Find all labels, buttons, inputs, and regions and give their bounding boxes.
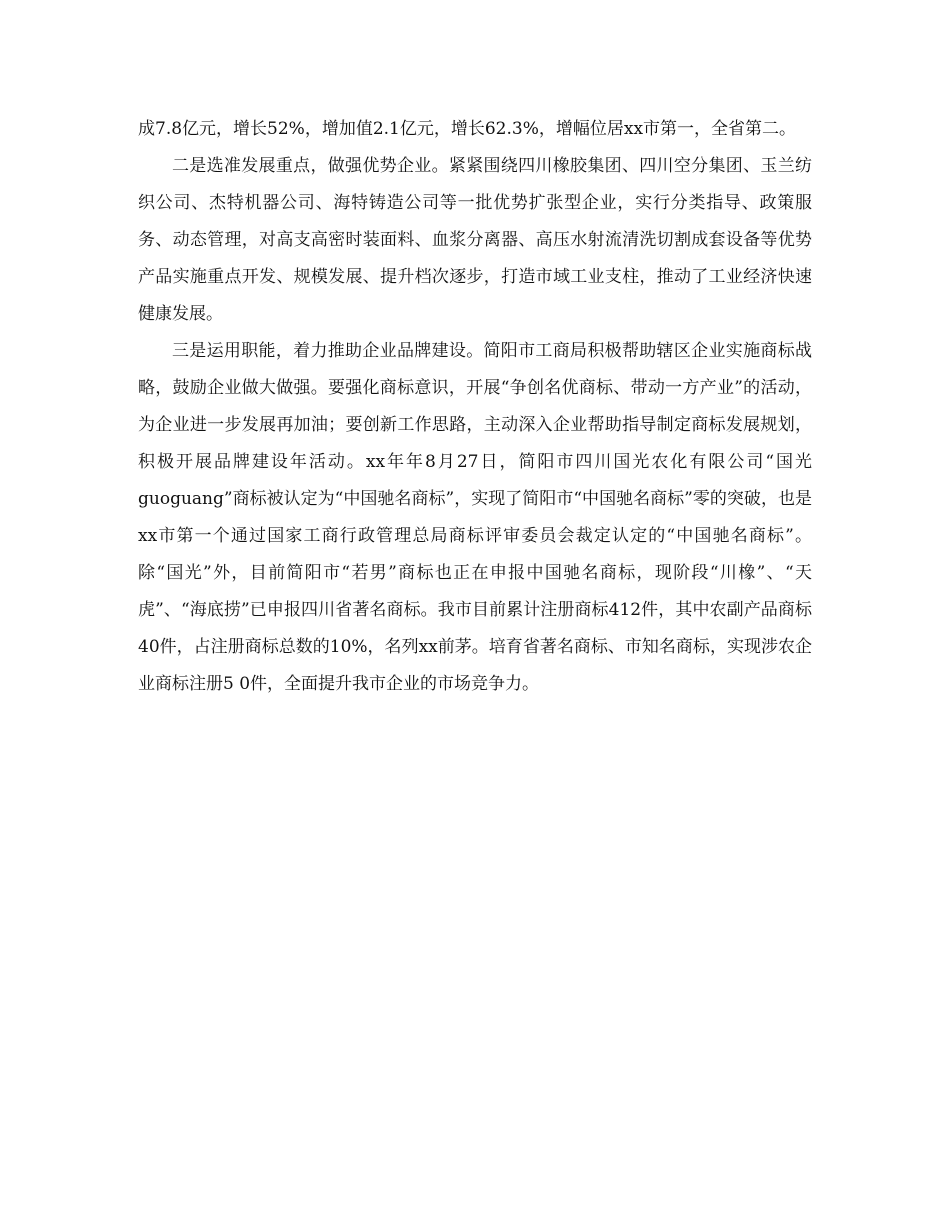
paragraph-continuation: 成7.8亿元，增长52%，增加值2.1亿元，增长62.3%，增幅位居xx市第一，全省第二。 <box>138 119 797 139</box>
paragraph-key-enterprises: 二是选准发展重点，做强优势企业。紧紧围绕四川橡胶集团、四川空分集团、玉兰纺织公司、杰特机器公司、海特铸造公司等一批优势扩张型企业，实行分类指导、政策服务、动态管理，对高支高密时装面料、血浆分离器、高压水射流清洗切割成套设备等优势产品实施重点开发、规模发展、提升档次逐步，打造市域工业支柱，推动了工业经济快速健康发展。 <box>138 156 812 324</box>
paragraph-brand-building: 三是运用职能，着力推助企业品牌建设。简阳市工商局积极帮助辖区企业实施商标战略，鼓励企业做大做强。要强化商标意识，开展“争创名优商标、带动一方产业”的活动，为企业进一步发展再加油；要创新工作思路，主动深入企业帮助指导制定商标发展规划，积极开展品牌建设年活动。xx年年8月27日，简阳市四川国光农化有限公司“国光guoguang”商标被认定为“中国驰名商标”，实现了简阳市“中国驰名商标”零的突破，也是xx市第一个通过国家工商行政管理总局商标评审委员会裁定认定的“中国驰名商标”。除“国光”外，目前简阳市“若男”商标也正在申报中国驰名商标，现阶段“川橡”、“天虎”、“海底捞”已申报四川省著名商标。我市目前累计注册商标412件，其中农副产品商标40件，占注册商标总数的10%，名列xx前茅。培育省著名商标、市知名商标，实现涉农企业商标注册5 0件，全面提升我市企业的市场竞争力。 <box>138 341 812 694</box>
document-page <box>138 111 812 703</box>
